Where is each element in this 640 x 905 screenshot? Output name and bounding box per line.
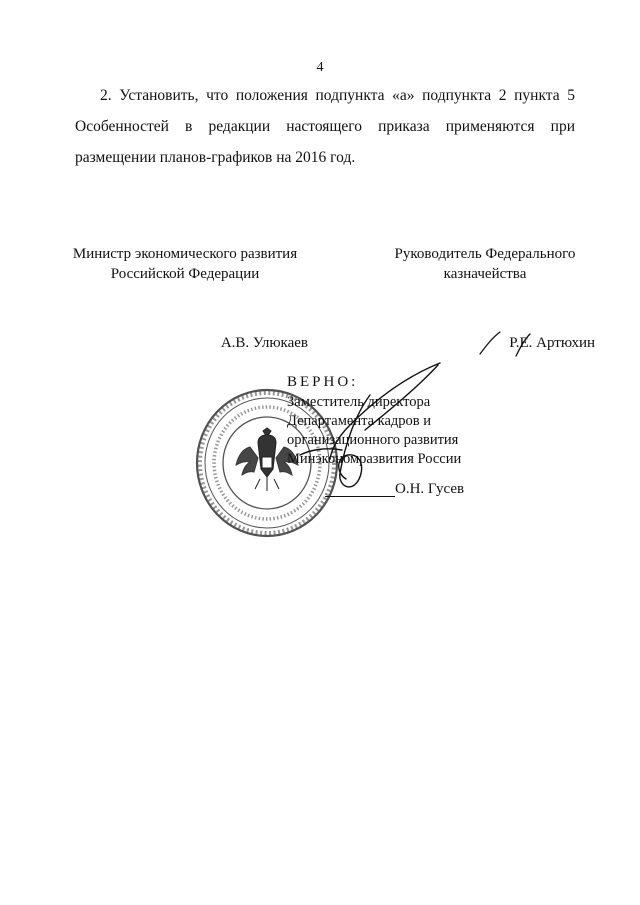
left-title-line2: Российской Федерации	[110, 266, 260, 282]
certification-line4: Минэкономразвития России	[287, 451, 462, 467]
certification-line2: Департамента кадров и	[287, 413, 432, 429]
page-number: 4	[316, 60, 324, 75]
left-title-line1: Министр экономического развития	[72, 246, 298, 262]
handwritten-signature-right	[476, 330, 536, 360]
certification-line1: Заместитель директора	[287, 394, 431, 410]
right-title-line1: Руководитель Федерального	[394, 246, 576, 262]
body-paragraph: 2. Установить, что положения подпункта «а» подпункта 2 пункта 5 Особенностей в редакции настоящего приказа применяются при размещении планов-графиков на 2016 год.	[75, 87, 575, 166]
handwritten-signature	[270, 355, 470, 505]
certification-label: ВЕРНО:	[287, 374, 359, 390]
right-signatory-title	[365, 244, 605, 284]
right-title-line2: казначейства	[443, 266, 527, 282]
certification-line3: организационного развития	[287, 432, 459, 448]
left-signatory-name: А.В. Улюкаев	[220, 335, 308, 351]
certification-name: О.Н. Гусев	[395, 481, 465, 497]
left-signatory-title	[40, 244, 330, 284]
right-signatory-name: Р.Е. Артюхин	[509, 335, 595, 351]
